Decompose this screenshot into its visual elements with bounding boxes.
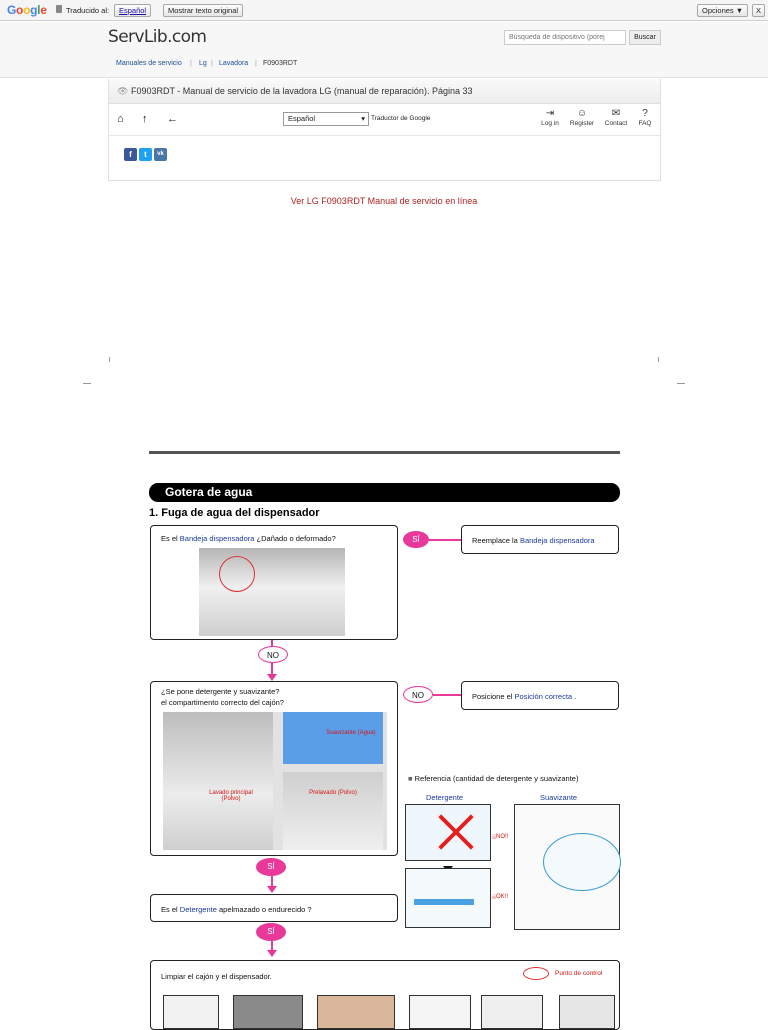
checkpoint-label: Punto de control [555,970,603,977]
arrow-left-icon[interactable]: ← [167,113,178,125]
mail-icon: ✉ [611,108,621,119]
manual-title-bar [109,79,660,104]
site-header [0,22,768,78]
crop-mark [658,357,659,362]
main-wash-compartment [163,712,273,850]
view-online-link[interactable]: Ver LG F0903RDT Manual de servicio en línea [290,196,478,206]
flow-arrow [433,694,461,696]
ref-softener-label: Suavizante [540,793,578,802]
question-drawer-line2: el compartimento correcto del cajón? [161,698,284,707]
search-button[interactable]: Buscar [629,30,661,45]
question-box-detergent [150,894,398,922]
manual-title: F0903RDT - Manual de servicio de la lavadora LG (manual de reparación). Página 33 [130,86,473,96]
dispenser-photo [199,548,345,636]
level-line [414,899,474,905]
flow-arrow [271,941,273,950]
chevron-down-icon: ▾ [361,114,365,123]
crop-mark [109,357,110,362]
section-rule [149,451,620,454]
ref-detergent-ok-image [405,868,491,928]
breadcrumb-item-washer[interactable]: Lavadora [219,60,249,67]
translated-to-label: Traducido al: [66,6,110,15]
checkpoint-circle [219,556,255,592]
arrow-down-icon [267,674,277,681]
final-step-box [150,960,620,1030]
softener-label: Suavizante (Agua) [326,730,376,736]
question-detergent-text: Es el Detergente apelmazado o endurecido ? [161,905,312,914]
translate-bar [0,0,768,21]
yes-tag: SÍ [256,858,286,876]
answer-box-replace [461,525,619,554]
contact-button[interactable]: ✉ Contact [598,108,634,127]
arrow-up-icon[interactable]: ↑ [142,113,148,125]
drawer-photo [163,712,387,850]
ref-ok-label: ¡¡OK!! [492,894,508,900]
main-wash-label: Lavado principal (Polvo) [209,790,253,802]
language-link[interactable]: Español [114,4,151,17]
softener-detail-circle [543,833,621,891]
softener-compartment [283,712,383,764]
breadcrumb-current: F0903RDT [263,60,298,67]
breadcrumb-separator: | [211,60,213,67]
prewash-label: Prelavado (Polvo) [309,790,357,796]
crop-mark [677,383,685,384]
login-button[interactable]: ⇥ Log in [532,108,568,127]
close-translate-button[interactable]: X [752,4,765,17]
prewash-compartment [283,772,383,850]
faq-button[interactable]: ? FAQ [627,108,663,127]
site-logo[interactable]: ServLib.com [108,27,207,47]
flow-arrow [271,876,273,886]
breadcrumb-separator: | [255,60,257,67]
options-button[interactable]: Opciones ▼ [697,4,748,17]
ref-no-label: ¡¡NO!! [492,834,509,840]
vk-share-icon[interactable]: vk [154,148,167,161]
subsection-title: 1. Fuga de agua del dispensador [149,507,320,519]
ref-detergent-wrong-image [405,804,491,861]
manual-panel [108,79,661,181]
breadcrumb-separator: | [190,60,192,67]
login-icon: ⇥ [545,108,555,119]
google-logo: Google [7,3,47,17]
checkpoint-legend-circle [523,967,549,980]
yes-tag: SÍ [256,923,286,941]
no-tag: NO [258,646,288,663]
answer-box-position [461,681,619,710]
show-original-button[interactable]: Mostrar texto original [163,4,243,17]
answer-position-text: Posicione el Posición correcta . [472,692,577,701]
question-drawer-line1: ¿Se pone detergente y suavizante? [161,687,280,696]
reference-title: ■ Referencia (cantidad de detergente y suavizante) [408,774,579,783]
home-icon[interactable]: ⌂ [117,113,124,125]
arrow-down-icon [267,950,277,957]
cross-icon [436,811,476,851]
register-button[interactable]: ☺ Register [564,108,600,127]
breadcrumb-item-lg[interactable]: Lg [199,60,207,67]
search-input[interactable] [504,30,626,45]
section-title: Gotera de agua [149,483,620,502]
ref-detergent-label: Detergente [426,793,464,802]
language-select[interactable]: Español ▾ [283,112,369,126]
lock-icon [56,5,62,13]
eye-icon: 👁 [117,86,129,96]
question-box-dispenser [150,525,398,640]
facebook-share-icon[interactable]: f [124,148,137,161]
yes-tag: SÍ [403,531,429,548]
help-icon: ? [642,108,648,119]
toolbar [109,104,660,136]
final-step-text: Limpiar el cajón y el dispensador. [161,972,272,981]
no-tag: NO [403,686,433,703]
answer-replace-text: Reemplace la Bandeja dispensadora [472,536,595,545]
question-dispenser-text: Es el Bandeja dispensadora ¿Dañado o deformado? [161,534,336,543]
bullet-icon: ■ [408,774,413,783]
flow-arrow [429,539,461,541]
register-icon: ☺ [576,108,588,119]
question-box-drawer [150,681,398,856]
arrow-down-icon [267,886,277,893]
ref-softener-image [514,804,620,930]
crop-mark [83,383,91,384]
breadcrumb-item-manuals[interactable]: Manuales de servicio [116,60,182,67]
translator-label: Traductor de Google [371,115,431,122]
twitter-share-icon[interactable]: t [139,148,152,161]
